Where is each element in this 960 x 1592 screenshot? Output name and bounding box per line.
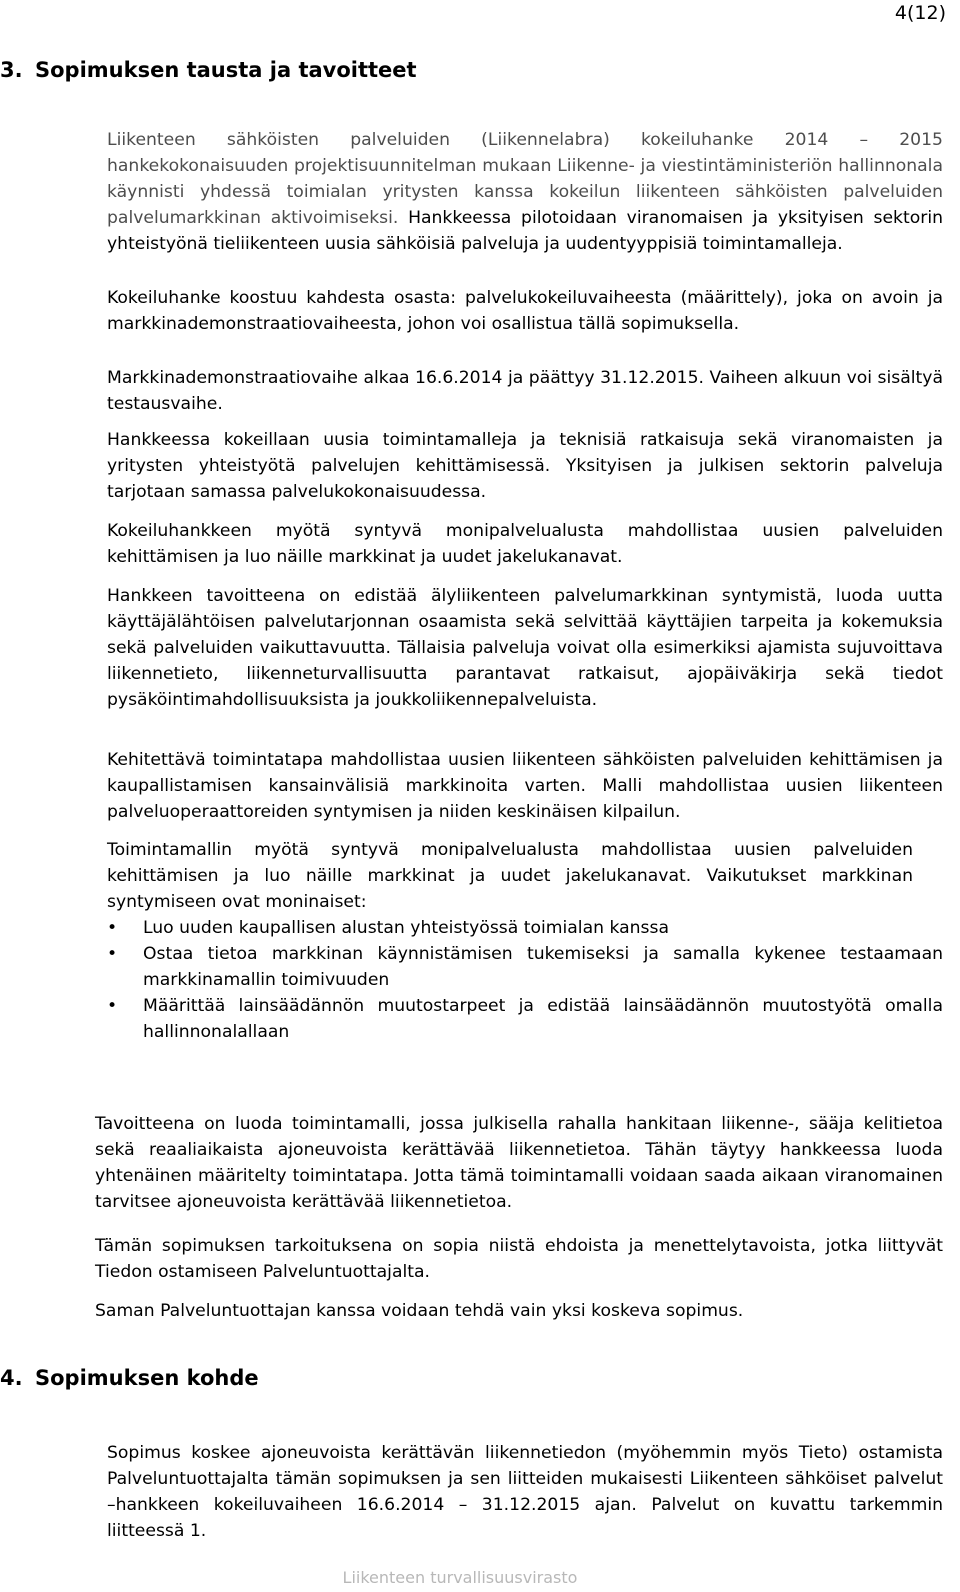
section-4-number: 4. (0, 1366, 23, 1390)
paragraph-1-text: Hankkeessa pilotoidaan viranomaisen ja yksityisen sektorin yhteistyönä tieliikenteen uusia sähköisiä palveluja ja uudentyyppisiä toimintamalleja. (107, 208, 943, 254)
section-3-paragraph-1 (107, 127, 943, 257)
bullet-item (107, 915, 943, 941)
bullet-icon: • (107, 944, 118, 964)
section-3-paragraph-8: Toimintamallin myötä syntyvä monipalvelualusta mahdollistaa uusien palveluiden kehittämisen ja luo näille markkinat ja uudet jakelukanavat. Vaikutukset markkinan syntymiseen ovat moninaiset: (107, 840, 913, 912)
section-3-paragraph-11: Saman Palveluntuottajan kanssa voidaan tehdä vain yksi koskeva sopimus. (95, 1301, 744, 1321)
section-3-paragraph-3: Markkinademonstraatiovaihe alkaa 16.6.2014 ja päättyy 31.12.2015. Vaiheen alkuun voi sisältyä testausvaihe. (107, 368, 943, 414)
section-3-paragraph-2: Kokeiluhanke koostuu kahdesta osasta: palvelukokeiluvaiheesta (määrittely), joka on avoin ja markkinademonstraatiovaiheesta, johon voi osallistua tällä sopimuksella. (107, 288, 943, 334)
section-4-title: Sopimuksen kohde (35, 1366, 259, 1390)
section-3-paragraph-6: Hankkeen tavoitteena on edistää älyliikenteen palvelumarkkinan syntymistä, luoda uutta käyttäjälähtöisen palvelutarjonnan osaamista sekä selvittää käyttäjien tarpeita ja kokemuksia sekä palveluiden vaikuttavuutta. Tällaisia palveluja voivat olla esimerkiksi ajamista sujuvoittava liikennetieto, liikenneturvallisuutta parantavat ratkaisut, ajopäiväkirja sekä tiedot pysäköintimahdollisuuksista ja joukkoliikennepalveluista. (107, 586, 943, 710)
section-3-paragraph-4: Hankkeessa kokeillaan uusia toimintamalleja ja teknisiä ratkaisuja sekä viranomaisten ja yritysten yhteistyötä palvelujen kehittämisessä. Yksityisen ja julkisen sektorin palveluja tarjotaan samassa palvelukokonaisuudessa. (107, 430, 943, 502)
section-3-paragraph-9: Tavoitteena on luoda toimintamalli, jossa julkisella rahalla hankitaan liikenne-, sääja kelitietoa sekä reaaliaikaista ajoneuvoista kerättävää liikennetietoa. Tähän täytyy hankkeessa luoda yhtenäinen määritelty toimintatapa. Jotta tämä toimintamalli voidaan saada aikaan viranomainen tarvitsee ajoneuvoista kerättävää liikennetietoa. (95, 1114, 943, 1212)
section-4-paragraph-1: Sopimus koskee ajoneuvoista kerättävän liikennetiedon (myöhemmin myös Tieto) ostamista Palveluntuottajalta tämän sopimuksen ja sen liitteiden mukaisesti Liikenteen sähköiset palvelut –hankkeen kokeiluvaiheen 16.6.2014 – 31.12.2015 ajan. Palvelut on kuvattu tarkemmin liitteessä 1. (107, 1443, 943, 1541)
section-3-paragraph-5: Kokeiluhankkeen myötä syntyvä monipalvelualusta mahdollistaa uusien palveluiden kehittämisen ja luo näille markkinat ja uudet jakelukanavat. (107, 521, 943, 567)
bullet-item (107, 993, 943, 1045)
page-footer: Liikenteen turvallisuusvirasto (342, 1568, 578, 1587)
paragraph-1-gray-text: Liikenteen sähköisten palveluiden (Liikennelabra) kokeiluhanke 2014 – 2015 hankekokonaisuuden projektisuunnitelman mukaan Liikenne- ja viestintäministeriön hallinnonala käynnisti yhdessä toimialan yritysten kanssa kokeilun liikenteen sähköisten palveluiden palvelumarkkinan aktivoimiseksi. (107, 130, 943, 228)
bullet-list (107, 915, 943, 1045)
section-3-number: 3. (0, 58, 23, 82)
section-3-paragraph-10: Tämän sopimuksen tarkoituksena on sopia niistä ehdoista ja menettelytavoista, jotka liittyvät Tiedon ostamiseen Palveluntuottajalta. (95, 1236, 943, 1282)
section-3-title: Sopimuksen tausta ja tavoitteet (35, 58, 417, 82)
bullet-item-text: Ostaa tietoa markkinan käynnistämisen tukemiseksi ja samalla kykenee testaamaan markkinamallin toimivuuden (143, 944, 943, 990)
bullet-item-text: Määrittää lainsäädännön muutostarpeet ja edistää lainsäädännön muutostyötä omalla hallinnonalallaan (143, 996, 943, 1042)
bullet-icon: • (107, 918, 118, 938)
page-number: 4(12) (894, 2, 946, 24)
section-3-paragraph-7: Kehitettävä toimintatapa mahdollistaa uusien liikenteen sähköisten palveluiden kehittämisen ja kaupallistamisen kansainvälisiä markkinoita varten. Malli mahdollistaa uusien liikenteen palveluoperaattoreiden syntymisen ja niiden keskinäisen kilpailun. (107, 750, 943, 822)
bullet-item-text: Luo uuden kaupallisen alustan yhteistyössä toimialan kanssa (143, 918, 669, 938)
bullet-icon: • (107, 996, 118, 1016)
bullet-item (107, 941, 943, 993)
